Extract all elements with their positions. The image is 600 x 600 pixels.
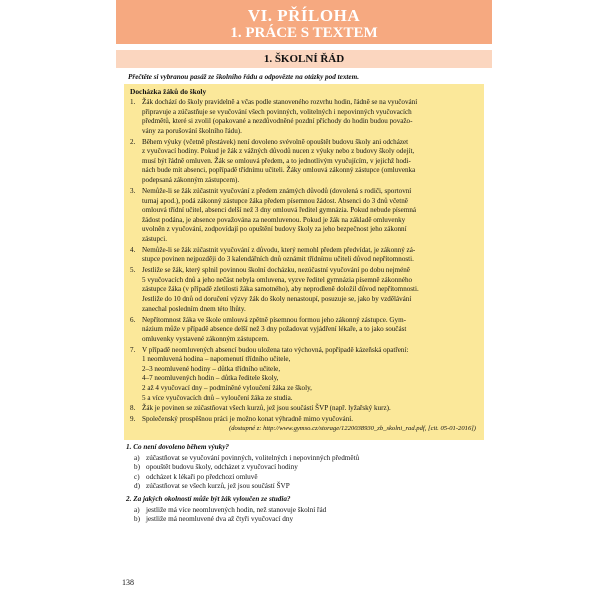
answer-option[interactable] [126,454,486,464]
rule-text-line: 5 a více vyučovacích dnů – vyloučení žáka ze studia. [142,393,293,402]
option-text: jestliže má více neomluvených hodin, než stanovuje školní řád [146,505,327,514]
rule-text-line: Jestliže se žák, který splnil povinnou školní docházku, nezúčastní vyučování po dobu nejméně [142,266,410,275]
rule-item [130,404,478,414]
option-letter: d) [134,482,140,491]
rule-text-line: stupce povinen nejpozději do 3 kalendářních dnů oznámit třídnímu učiteli důvod nepřítomnosti. [142,255,414,264]
option-text: zúčastňovat se vyučování povinných, volitelných i nepovinných předmětů [146,453,360,462]
rule-item [130,316,478,345]
school-rules-box [124,84,484,440]
rule-text-line: Nepřítomnost žáka ve škole omlouvá zpětně písemnou formou jeho zákonný zástupce. Gym- [142,315,406,324]
rule-item [130,266,478,314]
rule-text-line: předmětů, které si zvolil (opakované a nezdůvodněné pozdní příchody do hodin budou považo- [142,117,413,126]
rule-text-line: Jestliže do 10 dnů od doručení výzvy žák do školy nenastoupí, posuzuje se, jako by vzdělávání [142,295,412,304]
rule-text-line: Žák dochází do školy pravidelně a včas podle stanoveného rozvrhu hodin, řádně se na vyučování [142,98,418,106]
rule-item [130,98,478,136]
rule-text-line: Společenský prospěšnou práci je možno konat výhradně mimo vyučování. [142,415,353,424]
rule-text-line: zástupci. [142,234,168,243]
rule-text-line: podepsaná zákonným zástupcem). [142,176,240,185]
rules-list [130,98,478,426]
questions [126,443,486,525]
rule-number: 1. [130,98,136,106]
option-letter: c) [134,472,140,481]
rule-item [130,187,478,245]
rule-text-line: připravuje a zúčastňuje se vyučování všech povinných, volitelných i nepovinných vyučovacích [142,107,412,116]
rule-text-line: nách bude mít absenci, popřípadě třídnímu učiteli. Žáky omlouvá zákonný zástupce (omluvenka [142,166,416,175]
rule-number: 8. [130,404,136,413]
rule-number: 9. [130,415,136,424]
rule-text-line: turnaj apod.), podá zákonný zástupce žáka předem písemnou žádost. Absenci do 3 dnů včetně [142,196,408,205]
option-text: jestliže má neomluvené dva až čtyři vyučovací dny [146,515,294,524]
rule-item [130,346,478,404]
rule-text-line: omlouvá třídní učitel, absenci delší než 3 dny omlouvá ředitel gymnázia. Pokud nebude písemná [142,206,417,215]
answer-option[interactable] [126,506,486,516]
rule-text-line: 5 vyučovacích dnů a jeho nečást nebyla omluvena, vyzve ředitel gymnázia písemně zákonného [142,275,413,284]
rule-text-line: 4–7 neomluvených hodin – důtka ředitele školy, [142,374,279,383]
source-citation: (dostupné z: http://www.gymso.cz/storage/1220038930_zb_skolni_rad.pdf, [cit. 05-01-2016]) [229,425,476,432]
rule-text-line: 2 až 4 vyučovací dny – podmíněné vyloučení žáka ze školy, [142,384,312,392]
option-letter: a) [134,453,140,462]
rule-text-line: omluvenky vystavené zákonným zástupcem. [142,334,269,343]
rule-text-line: Nemůže-li se žák zúčastnit vyučování z předem známých důvodů (dovolená s rodiči, sportovní [142,186,412,195]
appendix-subtitle: 1. PRÁCE S TEXTEM [230,25,378,41]
rule-number: 5. [130,266,136,275]
answer-option[interactable] [126,482,486,492]
rule-text-line: musí být řádně omluven. Žák se omlouvá předem, a to jednotlivým vyučujícím, v jejichž hodi- [142,156,411,165]
option-text: odcházet k lékaři po předchozí omluvě [146,472,258,481]
rule-text-line: Během výuky (včetně přestávek) není dovoleno svévolně opouštět budovu školy ani odcházet [142,137,409,146]
option-text: opouštět budovu školy, odcházet z vyučovací hodiny [146,463,298,472]
rule-item [130,138,478,186]
rule-text-line: žádost podána, je absence považována za neomluvenou. Pokud je žák na základě omluvenky [142,215,406,224]
rule-text-line: zástupce žáka (v případě zletilosti žáka samotného), aby neprodleně doložil důvod nepřítomnosti. [142,285,419,294]
page-number: 138 [122,578,134,587]
question-text: 2. Za jakých okolností může být žák vyloučen ze studia? [126,494,291,503]
rule-number: 3. [130,186,136,195]
rule-text-line: 2–3 neomluvené hodiny – důtka třídního učitele, [142,364,281,373]
task-instruction: Přečtěte si vybranou pasáž ze školního řádu a odpovězte na otázky pod textem. [128,73,359,81]
rule-number: 4. [130,245,136,254]
option-letter: a) [134,505,140,514]
worksheet-page [116,0,492,600]
rule-text-line: Nemůže-li se žák zúčastnit vyučování z důvodu, který nemohl předem předvídat, je zákonný zá- [142,245,416,254]
answer-option[interactable] [126,463,486,473]
rule-number: 7. [130,345,136,354]
option-letter: b) [134,515,140,524]
rule-text-line: 1 neomluvená hodina – napomenutí třídního učitele, [142,355,291,364]
box-title: Docházka žáků do školy [130,87,207,96]
rule-text-line: uvolněn z vyučování, zodpovídají po opuštění budovy školy za jeho bezpečnost jeho zákonní [142,225,407,234]
question-text: 1. Co není dovoleno během výuky? [126,443,230,451]
rule-item [130,415,478,425]
option-text: zúčastňovat se všech kurzů, jež jsou součástí ŠVP [146,482,290,491]
answer-option[interactable] [126,473,486,483]
appendix-header [116,0,492,44]
rule-number: 6. [130,315,136,324]
rule-text-line: názium může v případě absence delší než 3 dny požadovat vyjádření lékaře, a to jako součást [142,325,407,334]
rule-text-line: z vyučovací hodiny. Pokud je žák z vážných důvodů nucen z výuky nebo z budovy školy odejít, [142,147,415,156]
rule-number: 2. [130,137,136,146]
rule-item [130,246,478,265]
rule-text-line: V případě neomluvených absencí budou uložena tato výchovná, popřípadě kázeňská opatření: [142,345,409,354]
rule-text-line: vány za porušování školního řádu). [142,126,242,135]
rule-text-line: Žák je povinen se zúčastňovat všech kurzů, jež jsou součástí ŠVP (např. lyžařský kurz). [142,404,391,413]
rule-text-line: zanechal posledním dnem této lhůty. [142,304,246,313]
answer-option[interactable] [126,515,486,525]
option-letter: b) [134,463,140,472]
appendix-title: VI. PŘÍLOHA [247,6,361,25]
section-title: 1. ŠKOLNÍ ŘÁD [116,50,492,68]
